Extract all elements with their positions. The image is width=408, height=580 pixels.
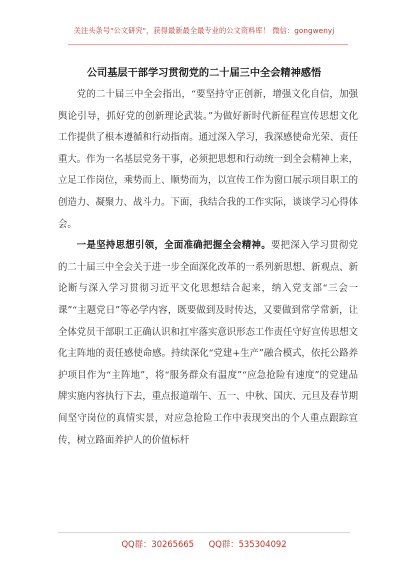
header-banner: 关注头条号"公文研究"，获得最新最全最专业的公文资料库！ 微信：gongwenyj	[73, 26, 335, 35]
footer-qq-secondary: QQ群：535304092	[208, 539, 287, 549]
header-divider	[68, 44, 348, 45]
footer-divider	[58, 532, 350, 533]
footer-qq-primary: QQ群：30265665	[121, 539, 194, 549]
paragraph-point-one-body: 要把深入学习贯彻党的二十届三中全会关于进一步全面深化改革的一系列新思想、新观点、新论断与深入学习贯彻习近平文化思想结合起来，纳入党支部“三会一课”“主题党日”等必学内容，既要做到及时传达，又要做到常学常新，让全体党员干部职工正确认识和扛牢落实意识形态工作责任守好宣传思想文化主阵地的责任感使命感。持续深化“党建+生产”融合模式，依托公路养护项目作为“主阵地”，将“服务群众有温度”“应急抢险有速度”的党建品牌实施内容执行下去，重点报道端午、五一、中秋、国庆、元旦及春节期间坚守岗位的真情实景，对应急抢险工作中表现突出的个人重点跟踪宣传，树立路面养护人的价值标杆	[58, 240, 359, 446]
document-body	[58, 84, 358, 451]
paragraph-lead-heading: 一是坚持思想引领，全面准确把握全会精神。	[76, 240, 271, 252]
footer-contact	[0, 538, 408, 550]
paragraph-intro: 党的二十届三中全会指出，“要坚持守正创新，增强文化自信，加强舆论引导，抓好党的创新理论武装。”为做好新时代新征程宣传思想文化工作提供了根本遵循和行动指南。通过深入学习，我深感使命光荣、责任重大。作为一名基层党务干事，必须把思想和行动统一到全会精神上来，立足工作岗位，乘势而上、顺势而为，以宣传工作为窗口展示项目职工的创造力、凝聚力、战斗力。下面，我结合我的工作实际，谈谈学习心得体会。	[58, 89, 359, 230]
paragraph-point-one	[58, 235, 358, 451]
document-title: 公司基层干部学习贯彻党的二十届三中全会精神感悟	[86, 67, 322, 79]
